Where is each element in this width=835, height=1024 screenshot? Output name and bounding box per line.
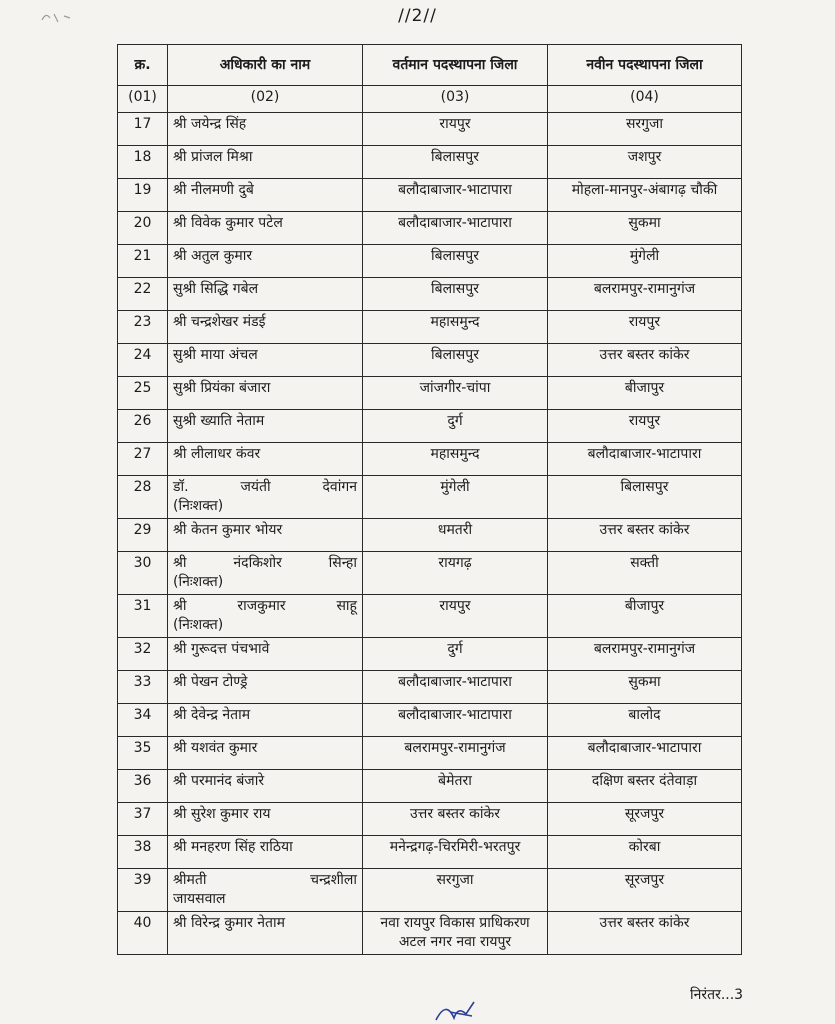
officer-name: श्री यशवंत कुमार — [168, 737, 363, 770]
new-district: सूरजपुर — [548, 803, 742, 836]
header-officer-name: अधिकारी का नाम — [168, 45, 363, 86]
table-row — [118, 836, 742, 869]
officer-name: सुश्री प्रियंका बंजारा — [168, 377, 363, 410]
current-district: बिलासपुर — [363, 278, 548, 311]
current-district: बलरामपुर-रामानुगंज — [363, 737, 548, 770]
serial-number: 30 — [118, 552, 168, 595]
new-district: बालोद — [548, 704, 742, 737]
serial-number: 20 — [118, 212, 168, 245]
serial-number: 31 — [118, 595, 168, 638]
current-district: जांजगीर-चांपा — [363, 377, 548, 410]
current-district: बेमेतरा — [363, 770, 548, 803]
current-district: नवा रायपुर विकास प्राधिकरण अटल नगर नवा रायपुर — [363, 912, 548, 955]
serial-number: 25 — [118, 377, 168, 410]
officer-name-line — [173, 597, 357, 616]
serial-number: 26 — [118, 410, 168, 443]
new-district: रायपुर — [548, 311, 742, 344]
header-current-district: वर्तमान पदस्थापना जिला — [363, 45, 548, 86]
current-district: बलौदाबाजार-भाटापारा — [363, 704, 548, 737]
officer-name: श्री नीलमणी दुबे — [168, 179, 363, 212]
signature-mark — [428, 994, 498, 1024]
current-district: सरगुजा — [363, 869, 548, 912]
officer-name-part: श्रीमती — [173, 872, 207, 888]
table-row — [118, 595, 742, 638]
current-district: महासमुन्द — [363, 311, 548, 344]
table-row — [118, 552, 742, 595]
table-row — [118, 344, 742, 377]
serial-number: 37 — [118, 803, 168, 836]
table-row — [118, 704, 742, 737]
new-district: बलरामपुर-रामानुगंज — [548, 638, 742, 671]
new-district: सुकमा — [548, 212, 742, 245]
officer-name: श्री देवेन्द्र नेताम — [168, 704, 363, 737]
new-district: सरगुजा — [548, 113, 742, 146]
current-district: बलौदाबाजार-भाटापारा — [363, 179, 548, 212]
serial-number: 19 — [118, 179, 168, 212]
officer-name-part: देवांगन — [322, 479, 357, 495]
header-serial: क्र. — [118, 45, 168, 86]
new-district: सूरजपुर — [548, 869, 742, 912]
table-row — [118, 912, 742, 955]
table-row — [118, 179, 742, 212]
current-district: धमतरी — [363, 519, 548, 552]
officer-name-line2: जायसवाल — [173, 891, 226, 907]
officer-name-part: श्री — [173, 555, 187, 571]
table-row — [118, 737, 742, 770]
officer-name: श्री प्रांजल मिश्रा — [168, 146, 363, 179]
officer-name-part: डॉ. — [173, 479, 189, 495]
serial-number: 28 — [118, 476, 168, 519]
officer-name-line — [173, 554, 357, 573]
officer-name: श्री सुरेश कुमार राय — [168, 803, 363, 836]
new-district: बलौदाबाजार-भाटापारा — [548, 737, 742, 770]
officer-name-line2: (निःशक्त) — [173, 617, 224, 633]
serial-number: 24 — [118, 344, 168, 377]
table-row — [118, 519, 742, 552]
new-district: बलरामपुर-रामानुगंज — [548, 278, 742, 311]
current-district: मुंगेली — [363, 476, 548, 519]
table-row — [118, 113, 742, 146]
new-district: बिलासपुर — [548, 476, 742, 519]
officer-name — [168, 595, 363, 638]
officer-name: श्री गुरूदत्त पंचभावे — [168, 638, 363, 671]
current-district: दुर्ग — [363, 638, 548, 671]
current-district: महासमुन्द — [363, 443, 548, 476]
new-district: उत्तर बस्तर कांकेर — [548, 344, 742, 377]
new-district: कोरबा — [548, 836, 742, 869]
table-row — [118, 770, 742, 803]
table-header-row — [118, 45, 742, 86]
new-district: मुंगेली — [548, 245, 742, 278]
current-district: रायपुर — [363, 595, 548, 638]
table-row — [118, 638, 742, 671]
table-row — [118, 803, 742, 836]
table-row — [118, 212, 742, 245]
serial-number: 36 — [118, 770, 168, 803]
new-district: सुकमा — [548, 671, 742, 704]
officer-name-line — [173, 478, 357, 497]
new-district: सक्ती — [548, 552, 742, 595]
current-district: बलौदाबाजार-भाटापारा — [363, 671, 548, 704]
serial-number: 21 — [118, 245, 168, 278]
column-number-row — [118, 86, 742, 113]
current-district: बलौदाबाजार-भाटापारा — [363, 212, 548, 245]
officer-name: श्री केतन कुमार भोयर — [168, 519, 363, 552]
table-row — [118, 377, 742, 410]
officer-name: श्री परमानंद बंजारे — [168, 770, 363, 803]
officer-name-part: साहू — [336, 598, 357, 614]
table-row — [118, 476, 742, 519]
serial-number: 32 — [118, 638, 168, 671]
officer-name: सुश्री ख्याति नेताम — [168, 410, 363, 443]
officer-name: श्री जयेन्द्र सिंह — [168, 113, 363, 146]
officer-name: श्री अतुल कुमार — [168, 245, 363, 278]
column-number: (02) — [168, 86, 363, 113]
officer-name: सुश्री सिद्धि गबेल — [168, 278, 363, 311]
new-district: मोहला-मानपुर-अंबागढ़ चौकी — [548, 179, 742, 212]
serial-number: 33 — [118, 671, 168, 704]
officer-name-part: जयंती — [240, 479, 271, 495]
officer-name: श्री विरेन्द्र कुमार नेताम — [168, 912, 363, 955]
officer-name — [168, 476, 363, 519]
current-district: रायगढ़ — [363, 552, 548, 595]
table-row — [118, 278, 742, 311]
serial-number: 17 — [118, 113, 168, 146]
new-district: उत्तर बस्तर कांकेर — [548, 519, 742, 552]
table-row — [118, 869, 742, 912]
new-district: जशपुर — [548, 146, 742, 179]
new-district: दक्षिण बस्तर दंतेवाड़ा — [548, 770, 742, 803]
new-district: बीजापुर — [548, 595, 742, 638]
continued-note: निरंतर...3 — [690, 987, 744, 1003]
table-row — [118, 311, 742, 344]
serial-number: 38 — [118, 836, 168, 869]
transfer-table — [117, 44, 742, 955]
serial-number: 40 — [118, 912, 168, 955]
officer-name: श्री पेखन टोण्ड्रे — [168, 671, 363, 704]
column-number: (04) — [548, 86, 742, 113]
new-district: बलौदाबाजार-भाटापारा — [548, 443, 742, 476]
column-number: (03) — [363, 86, 548, 113]
officer-name: सुश्री माया अंचल — [168, 344, 363, 377]
serial-number: 39 — [118, 869, 168, 912]
table-row — [118, 245, 742, 278]
new-district: उत्तर बस्तर कांकेर — [548, 912, 742, 955]
serial-number: 23 — [118, 311, 168, 344]
table-row — [118, 671, 742, 704]
officer-name — [168, 869, 363, 912]
current-district: उत्तर बस्तर कांकेर — [363, 803, 548, 836]
serial-number: 35 — [118, 737, 168, 770]
serial-number: 22 — [118, 278, 168, 311]
officer-name-part: राजकुमार — [237, 598, 286, 614]
officer-name: श्री लीलाधर कंवर — [168, 443, 363, 476]
officer-name — [168, 552, 363, 595]
new-district: बीजापुर — [548, 377, 742, 410]
officer-name-line2: (निःशक्त) — [173, 574, 224, 590]
header-new-district: नवीन पदस्थापना जिला — [548, 45, 742, 86]
officer-name: श्री विवेक कुमार पटेल — [168, 212, 363, 245]
officer-name-line2: (निःशक्त) — [173, 498, 224, 514]
officer-name-part: नंदकिशोर — [233, 555, 282, 571]
current-district: बिलासपुर — [363, 245, 548, 278]
table-row — [118, 410, 742, 443]
current-district: दुर्ग — [363, 410, 548, 443]
current-district: रायपुर — [363, 113, 548, 146]
officer-name-line — [173, 871, 357, 890]
column-number: (01) — [118, 86, 168, 113]
officer-name: श्री चन्द्रशेखर मंडई — [168, 311, 363, 344]
page-number: //2// — [398, 6, 437, 26]
current-district: बिलासपुर — [363, 344, 548, 377]
officer-name-part: श्री — [173, 598, 187, 614]
new-district: रायपुर — [548, 410, 742, 443]
officer-name-part: सिन्हा — [328, 555, 357, 571]
table-row — [118, 443, 742, 476]
current-district: बिलासपुर — [363, 146, 548, 179]
serial-number: 18 — [118, 146, 168, 179]
officer-name: श्री मनहरण सिंह राठिया — [168, 836, 363, 869]
table-row — [118, 146, 742, 179]
serial-number: 34 — [118, 704, 168, 737]
serial-number: 29 — [118, 519, 168, 552]
officer-name-part: चन्द्रशीला — [310, 872, 357, 888]
serial-number: 27 — [118, 443, 168, 476]
current-district: मनेन्द्रगढ़-चिरमिरी-भरतपुर — [363, 836, 548, 869]
